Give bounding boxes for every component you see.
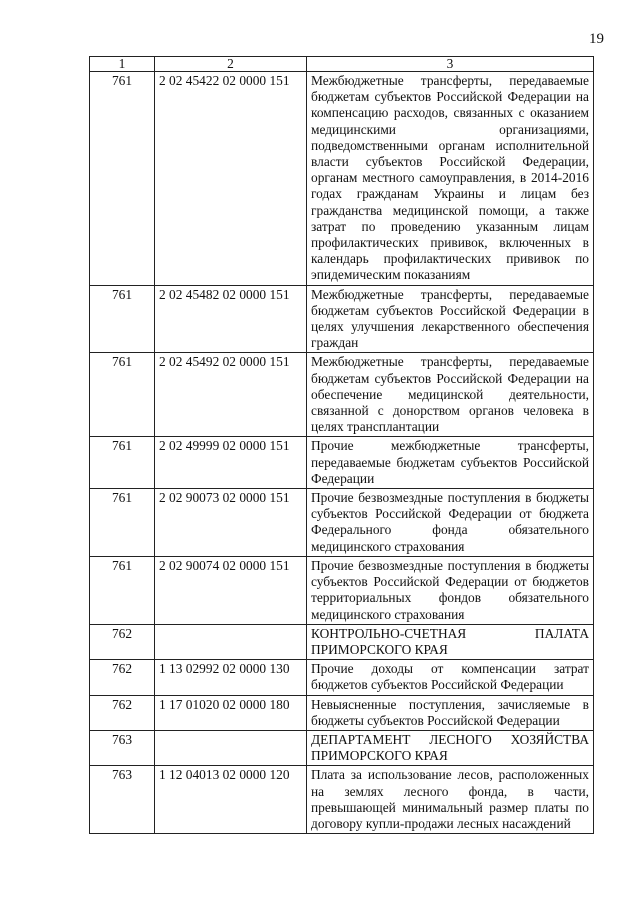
description-cell: Межбюджетные трансферты, передаваемые бюджетам субъектов Российской Федерации на обеспечение медицинской деятельности, связанной с донорством органов человека в целях трансплантации: [307, 353, 594, 437]
budget-code-cell: 1 12 04013 02 0000 120: [155, 766, 307, 834]
column-header-code: 2: [155, 57, 307, 72]
table-row-section-heading: [90, 730, 594, 765]
description-cell: Прочие доходы от компенсации затрат бюджетов субъектов Российской Федерации: [307, 660, 594, 695]
admin-code-cell: 763: [90, 730, 155, 765]
table-header-row: [90, 57, 594, 72]
page-number: 19: [589, 31, 604, 47]
description-cell: Межбюджетные трансферты, передаваемые бюджетам субъектов Российской Федерации на компенсацию расходов, связанных с оказанием медицинскими организациями, подведомственными органам исполнительной власти субъектов Российской Федерации, органам местного самоуправления, в 2014-2016 годах гражданам Украины и лицам без гражданства медицинской помощи, а также затрат по проведению указанным лицам профилактических прививок, включенных в календарь профилактических прививок по эпидемическим показаниям: [307, 72, 594, 286]
admin-code-cell: 762: [90, 695, 155, 730]
section-heading-cell: КОНТРОЛЬНО-СЧЕТНАЯ ПАЛАТА ПРИМОРСКОГО КРАЯ: [307, 624, 594, 659]
table-row: [90, 285, 594, 353]
table-row: [90, 437, 594, 489]
budget-code-cell: 2 02 45492 02 0000 151: [155, 353, 307, 437]
table-row: [90, 766, 594, 834]
budget-code-cell: [155, 730, 307, 765]
budget-code-cell: 2 02 90074 02 0000 151: [155, 556, 307, 624]
budget-code-cell: 1 13 02992 02 0000 130: [155, 660, 307, 695]
admin-code-cell: 761: [90, 489, 155, 557]
table-row: [90, 695, 594, 730]
budget-code-cell: 2 02 90073 02 0000 151: [155, 489, 307, 557]
admin-code-cell: 761: [90, 285, 155, 353]
budget-classification-table: [89, 56, 594, 834]
description-cell: Невыясненные поступления, зачисляемые в бюджеты субъектов Российской Федерации: [307, 695, 594, 730]
table-row: [90, 353, 594, 437]
admin-code-cell: 762: [90, 660, 155, 695]
budget-code-cell: 2 02 45422 02 0000 151: [155, 72, 307, 286]
admin-code-cell: 763: [90, 766, 155, 834]
description-cell: Прочие безвозмездные поступления в бюджеты субъектов Российской Федерации от бюджета Федерального фонда обязательного медицинского страхования: [307, 489, 594, 557]
table-row: [90, 660, 594, 695]
table-row-section-heading: [90, 624, 594, 659]
description-cell: Прочие безвозмездные поступления в бюджеты субъектов Российской Федерации от бюджетов территориальных фондов обязательного медицинского страхования: [307, 556, 594, 624]
table-row: [90, 72, 594, 286]
description-cell: Плата за использование лесов, расположенных на землях лесного фонда, в части, превышающей минимальный размер платы по договору купли-продажи лесных насаждений: [307, 766, 594, 834]
budget-code-cell: 2 02 49999 02 0000 151: [155, 437, 307, 489]
budget-code-cell: 1 17 01020 02 0000 180: [155, 695, 307, 730]
admin-code-cell: 762: [90, 624, 155, 659]
budget-code-cell: [155, 624, 307, 659]
description-cell: Прочие межбюджетные трансферты, передаваемые бюджетам субъектов Российской Федерации: [307, 437, 594, 489]
column-header-admin: 1: [90, 57, 155, 72]
description-cell: Межбюджетные трансферты, передаваемые бюджетам субъектов Российской Федерации в целях улучшения лекарственного обеспечения граждан: [307, 285, 594, 353]
admin-code-cell: 761: [90, 556, 155, 624]
admin-code-cell: 761: [90, 437, 155, 489]
budget-code-cell: 2 02 45482 02 0000 151: [155, 285, 307, 353]
column-header-description: 3: [307, 57, 594, 72]
section-heading-cell: ДЕПАРТАМЕНТ ЛЕСНОГО ХОЗЯЙСТВА ПРИМОРСКОГО КРАЯ: [307, 730, 594, 765]
admin-code-cell: 761: [90, 72, 155, 286]
table-row: [90, 556, 594, 624]
admin-code-cell: 761: [90, 353, 155, 437]
table-row: [90, 489, 594, 557]
